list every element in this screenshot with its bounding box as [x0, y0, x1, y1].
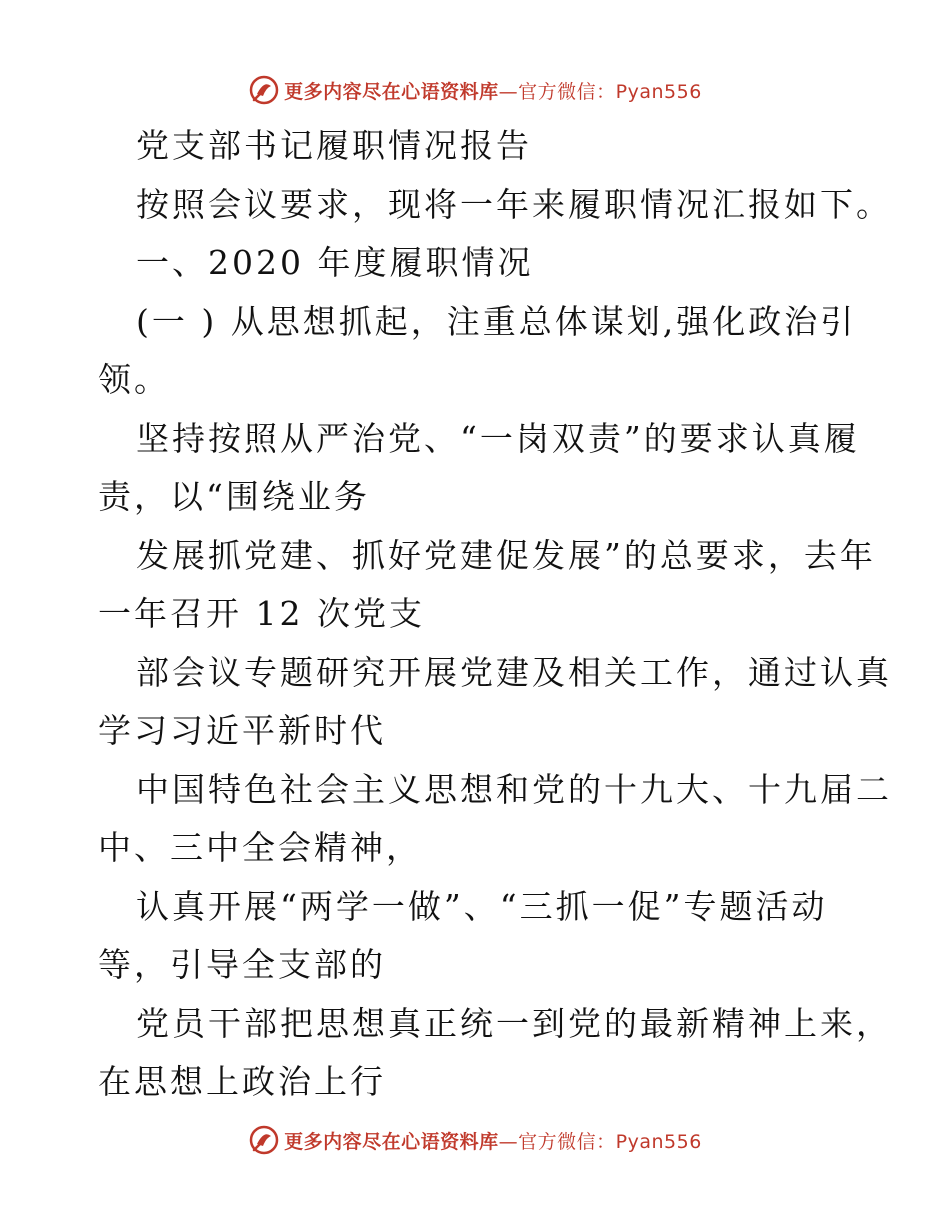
document-line: (一 ) 从思想抓起，注重总体谋划,强化政治引 — [136, 301, 857, 341]
watermark-text — [284, 1127, 702, 1154]
document-line: 一年召开 12 次党支 — [98, 594, 425, 633]
document-line: 中、三中全会精神， — [98, 828, 422, 867]
document-line: 等，引导全支部的 — [98, 945, 386, 984]
document-line: 认真开展“两学一做”、“三抓一促”专题活动 — [136, 886, 828, 926]
watermark-brand: 更多内容尽在心语资料库 — [284, 80, 499, 103]
document-line: 按照会议要求，现将一年来履职情况汇报如下。 — [136, 184, 892, 224]
watermark-banner-bottom — [0, 1118, 950, 1162]
document-title: 党支部书记履职情况报告 — [136, 126, 532, 165]
watermark-contact: —官方微信：Pyan556 — [498, 1130, 702, 1153]
red-swirl-logo-icon — [248, 1124, 280, 1156]
document-body — [98, 117, 892, 1112]
document-line: 部会议专题研究开展党建及相关工作，通过认真 — [136, 652, 892, 692]
watermark-banner-top — [0, 68, 950, 112]
document-line: 领。 — [98, 360, 170, 399]
document-line: 中国特色社会主义思想和党的十九大、十九届二 — [136, 769, 892, 809]
document-line: 在思想上政治上行 — [98, 1062, 386, 1101]
watermark-contact: —官方微信：Pyan556 — [498, 80, 702, 103]
document-line: 学习习近平新时代 — [98, 711, 386, 750]
watermark-brand: 更多内容尽在心语资料库 — [284, 1130, 499, 1153]
document-line: 党员干部把思想真正统一到党的最新精神上来， — [136, 1003, 892, 1043]
document-line: 一、2020 年度履职情况 — [136, 243, 534, 282]
document-line: 坚持按照从严治党、“一岗双责”的要求认真履 — [136, 418, 860, 458]
document-line: 责，以“围绕业务 — [98, 477, 370, 516]
document-line: 发展抓党建、抓好党建促发展”的总要求，去年 — [136, 535, 876, 575]
watermark-text — [284, 77, 702, 104]
red-swirl-logo-icon — [248, 74, 280, 106]
